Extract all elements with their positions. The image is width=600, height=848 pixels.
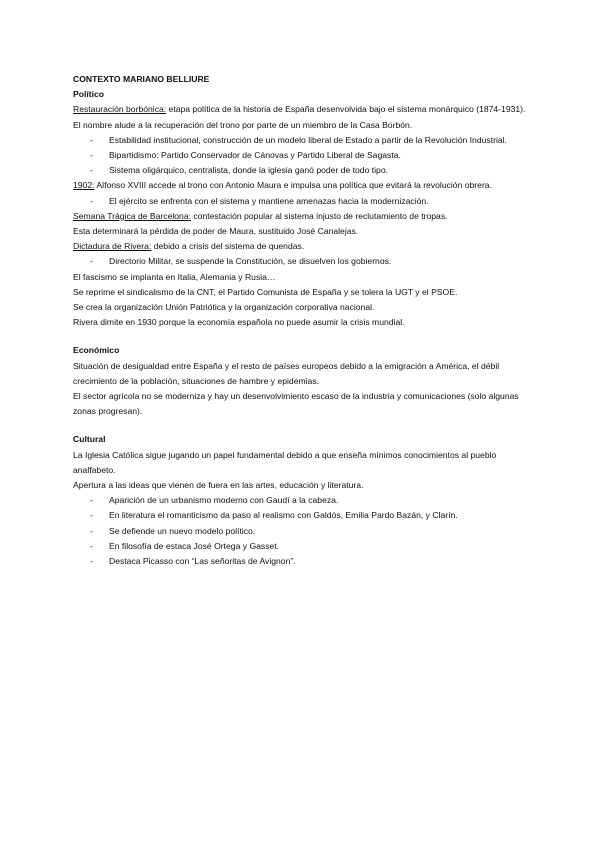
paragraph-semana-tragica <box>73 209 533 224</box>
list-item: - El ejército se enfrenta con el sistema y mantiene amenazas hacia la modernización. <box>73 194 533 209</box>
term-dictadura: Dictadura de Rivera: <box>73 241 152 252</box>
list-cultural <box>73 493 533 569</box>
term-1902: 1902: <box>73 180 95 191</box>
list-item: - Aparición de un urbanismo moderno con Gaudí a la cabeza. <box>73 493 533 508</box>
section-spacer <box>73 419 533 432</box>
paragraph-desigualdad: Situación de desigualdad entre España y el resto de países europeos debido a la emigración a América, el débil crecimiento de la población, situaciones de hambre y epidemias. <box>73 360 500 386</box>
paragraph-dictadura <box>73 239 533 254</box>
list-item: - Bipartidismo: Partido Conservador de Cánovas y Partido Liberal de Sagasta. <box>73 148 533 163</box>
list-restauracion <box>73 133 533 179</box>
section-heading-cultural: Cultural <box>73 434 106 445</box>
paragraph-1902 <box>73 178 533 193</box>
document-title: CONTEXTO MARIANO BELLIURE <box>73 74 210 84</box>
paragraph-apertura: Apertura a las ideas que vienen de fuera en las artes, educación y literatura. <box>73 480 364 491</box>
list-item: - En filosofía de estaca José Ortega y Gasset. <box>73 539 533 554</box>
list-item: - Destaca Picasso con “Las señoritas de Avignon”. <box>73 554 533 569</box>
term-semana-tragica: Semana Trágica de Barcelona: <box>73 210 191 221</box>
paragraph-restauracion <box>73 102 533 132</box>
text-semana-tragica: contestación popular al sistema injusto de reclutamiento de tropas. <box>191 210 448 221</box>
paragraph-sindicalismo: Se reprime el sindicalismo de la CNT, el Partido Comunista de España y se tolera la UGT y el PSOE. <box>73 286 458 297</box>
list-item: - Sistema oligárquico, centralista, donde la iglesia ganó poder de todo tipo. <box>73 163 533 178</box>
paragraph-iglesia: La Iglesia Católica sigue jugando un papel fundamental debido a que enseña mínimos conocimientos al pueblo analfabeto. <box>73 449 497 475</box>
text-dictadura: debido a crisis del sistema de quendas. <box>151 241 305 252</box>
paragraph-maura: Esta determinará la pérdida de poder de Maura, sustituido José Canalejas. <box>73 226 359 237</box>
list-item: - En literatura el romanticismo da paso al realismo con Galdós, Emilia Pardo Bazán, y Clarín. <box>73 508 533 523</box>
paragraph-sector-agricola: El sector agrícola no se moderniza y hay un desenvolvimiento escaso de la industria y comunicaciones (solo algunas zonas progresan). <box>73 391 519 417</box>
paragraph-rivera-dimite: Rivera dimite en 1930 porque la economía española no puede asumir la crisis mundial. <box>73 317 405 328</box>
document-body <box>73 72 533 569</box>
section-spacer <box>73 330 533 343</box>
text-restauracion: etapa política de la historia de España desenvolvida bajo el sistema monárquico (1874-1931). El nombre alude a la recuperación del trono por parte de un miembro de la Casa Borbón. <box>73 104 526 130</box>
section-heading-economico: Económico <box>73 345 120 356</box>
list-1902 <box>73 194 533 209</box>
list-item: - Se defiende un nuevo modelo político. <box>73 524 533 539</box>
paragraph-fascismo: El fascismo se implanta en Italia, Alemania y Rusia… <box>73 271 276 282</box>
list-item: - Estabilidad institucional, construcción de un modelo liberal de Estado a partir de la Revolución Industrial. <box>73 133 533 148</box>
paragraph-union-patriotica: Se crea la organización Unión Patriótica y la organización corporativa nacional. <box>73 302 375 313</box>
term-restauracion: Restauración borbónica: <box>73 104 167 115</box>
list-item: - Directorio Militar, se suspende la Constitución, se disuelven los gobiernos. <box>73 254 533 269</box>
list-dictadura <box>73 254 533 269</box>
text-1902: Alfonso XVIII accede al trono con Antonio Maura e impulsa una política que evitará la revolución obrera. <box>94 180 492 191</box>
section-heading-politico: Político <box>73 89 105 100</box>
